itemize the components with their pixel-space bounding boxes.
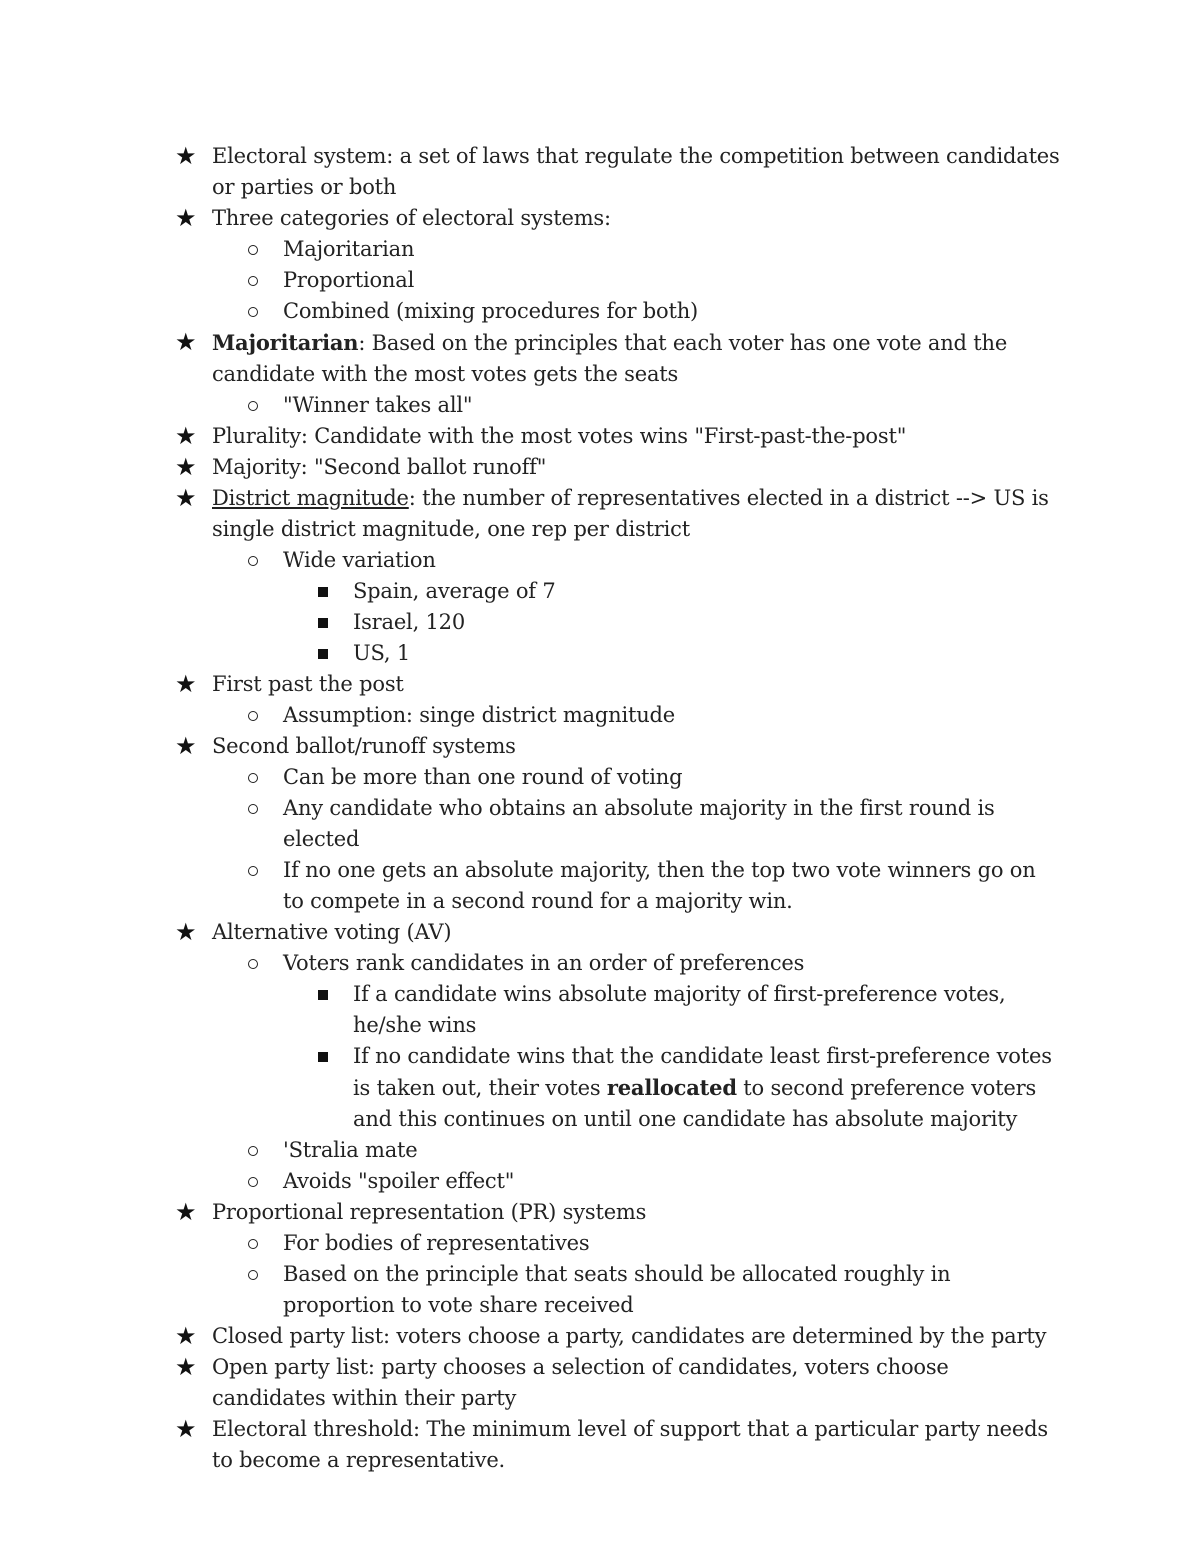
text-segment: Assumption: singe district magnitude [283, 703, 675, 727]
star-bullet-icon: ★ [175, 732, 197, 760]
key-term: District magnitude [212, 486, 409, 510]
list-item-text [212, 1200, 646, 1224]
text-segment: Majoritarian [283, 237, 415, 261]
list-item [0, 203, 1200, 234]
star-bullet-icon: ★ [175, 1198, 197, 1226]
list-item [0, 1228, 1200, 1259]
text-segment: Combined (mixing procedures for both) [283, 299, 699, 323]
list-item-text [212, 206, 611, 230]
list-item [0, 327, 1200, 390]
list-item [0, 452, 1200, 483]
list-item-text [212, 424, 906, 448]
list-item [0, 1197, 1200, 1228]
list-item-text [283, 703, 675, 727]
star-bullet-icon: ★ [175, 1415, 197, 1443]
list-item [0, 948, 1200, 979]
list-item-text [212, 331, 1007, 386]
list-item-text [283, 951, 804, 975]
text-segment: Proportional representation (PR) systems [212, 1200, 647, 1224]
list-item-text [353, 610, 465, 634]
text-segment: Avoids "spoiler effect" [283, 1169, 515, 1193]
star-bullet-icon: ★ [175, 1353, 197, 1381]
list-item-text [283, 1262, 950, 1317]
star-bullet-icon: ★ [175, 422, 197, 450]
list-item-text [283, 299, 698, 323]
text-segment: For bodies of representatives [283, 1231, 590, 1255]
list-item [0, 638, 1200, 669]
list-item-text [353, 982, 1005, 1037]
text-segment: Closed party list: voters choose a party, candidates are determined by the party [212, 1324, 1047, 1348]
star-bullet-icon: ★ [175, 1322, 197, 1350]
text-segment: "Winner takes all" [283, 393, 473, 417]
list-item-text [283, 765, 682, 789]
text-segment: Electoral system: a set of laws that regulate the competition between candidates or parties or both [212, 144, 1060, 199]
text-segment: Electoral threshold: The minimum level of support that a particular party needs to become a representative. [212, 1417, 1048, 1472]
list-item-text [283, 393, 472, 417]
text-segment: to second preference voters and this continues on until one candidate has absolute majority [353, 1076, 1037, 1131]
star-bullet-icon: ★ [175, 204, 197, 232]
star-bullet-icon: ★ [175, 484, 197, 512]
text-segment: If a candidate wins absolute majority of first-preference votes, he/she wins [353, 982, 1006, 1037]
text-segment: : the number of representatives elected in a district --> US is single district magnitude, one rep per district [212, 486, 1049, 541]
list-item-text [212, 1355, 949, 1410]
list-item-text [283, 237, 414, 261]
list-item-text [212, 486, 1049, 541]
list-item-text [212, 672, 404, 696]
list-item [0, 1414, 1200, 1476]
list-item-text [212, 734, 516, 758]
list-item-text [212, 1324, 1046, 1348]
text-segment: If no candidate wins that the candidate least first-preference votes is taken out, their votes [353, 1044, 1052, 1100]
list-item [0, 576, 1200, 607]
list-item [0, 1352, 1200, 1414]
list-item [0, 979, 1200, 1041]
text-segment: Based on the principle that seats should be allocated roughly in proportion to vote share received [283, 1262, 951, 1317]
list-item [0, 483, 1200, 545]
list-item [0, 421, 1200, 452]
list-item [0, 390, 1200, 421]
list-item-text [283, 796, 995, 851]
text-segment: Can be more than one round of voting [283, 765, 683, 789]
text-segment: Majority: "Second ballot runoff" [212, 455, 547, 479]
list-item-text [212, 920, 451, 944]
list-item-text [283, 1169, 514, 1193]
text-segment: : Based on the principles that each voter has one vote and the candidate with the most votes gets the seats [212, 331, 1008, 386]
star-bullet-icon: ★ [175, 453, 197, 481]
list-item [0, 1041, 1200, 1135]
list-item-text [353, 579, 556, 603]
list-item [0, 1259, 1200, 1321]
list-item [0, 1135, 1200, 1166]
list-item-text [212, 455, 546, 479]
list-item-text [283, 268, 414, 292]
text-segment: US, 1 [353, 641, 411, 665]
list-item [0, 265, 1200, 296]
bullet-list [0, 141, 1200, 1476]
star-bullet-icon: ★ [175, 918, 197, 946]
list-item [0, 855, 1200, 917]
list-item [0, 700, 1200, 731]
key-term: reallocated [606, 1075, 737, 1100]
text-segment: Alternative voting (AV) [212, 920, 452, 944]
list-item [0, 1166, 1200, 1197]
text-segment: Three categories of electoral systems: [212, 206, 611, 230]
key-term: Majoritarian [212, 330, 359, 355]
list-item [0, 545, 1200, 576]
text-segment: Any candidate who obtains an absolute majority in the first round is elected [283, 796, 995, 851]
list-item-text [283, 1138, 418, 1162]
list-item [0, 669, 1200, 700]
text-segment: Plurality: Candidate with the most votes wins "First-past-the-post" [212, 424, 907, 448]
list-item [0, 296, 1200, 327]
list-item-text [353, 641, 410, 665]
list-item [0, 731, 1200, 762]
text-segment: Wide variation [283, 548, 436, 572]
list-item [0, 234, 1200, 265]
text-segment: If no one gets an absolute majority, then the top two vote winners go on to compete in a second round for a majority win. [283, 858, 1036, 913]
star-bullet-icon: ★ [175, 328, 197, 356]
text-segment: Spain, average of 7 [353, 579, 556, 603]
list-item-text [283, 548, 436, 572]
list-item [0, 793, 1200, 855]
text-segment: Voters rank candidates in an order of preferences [283, 951, 805, 975]
list-item-text [353, 1044, 1052, 1131]
text-segment: First past the post [212, 672, 404, 696]
text-segment: 'Stralia mate [283, 1138, 418, 1162]
list-item [0, 141, 1200, 203]
list-item-text [212, 144, 1060, 199]
list-item [0, 1321, 1200, 1352]
text-segment: Second ballot/runoff systems [212, 734, 516, 758]
list-item-text [283, 858, 1036, 913]
star-bullet-icon: ★ [175, 142, 197, 170]
star-bullet-icon: ★ [175, 670, 197, 698]
list-item-text [283, 1231, 589, 1255]
text-segment: Proportional [283, 268, 415, 292]
text-segment: Open party list: party chooses a selection of candidates, voters choose candidates within their party [212, 1355, 949, 1410]
text-segment: Israel, 120 [353, 610, 466, 634]
list-item [0, 762, 1200, 793]
list-item-text [212, 1417, 1048, 1472]
list-item [0, 917, 1200, 948]
list-item [0, 607, 1200, 638]
